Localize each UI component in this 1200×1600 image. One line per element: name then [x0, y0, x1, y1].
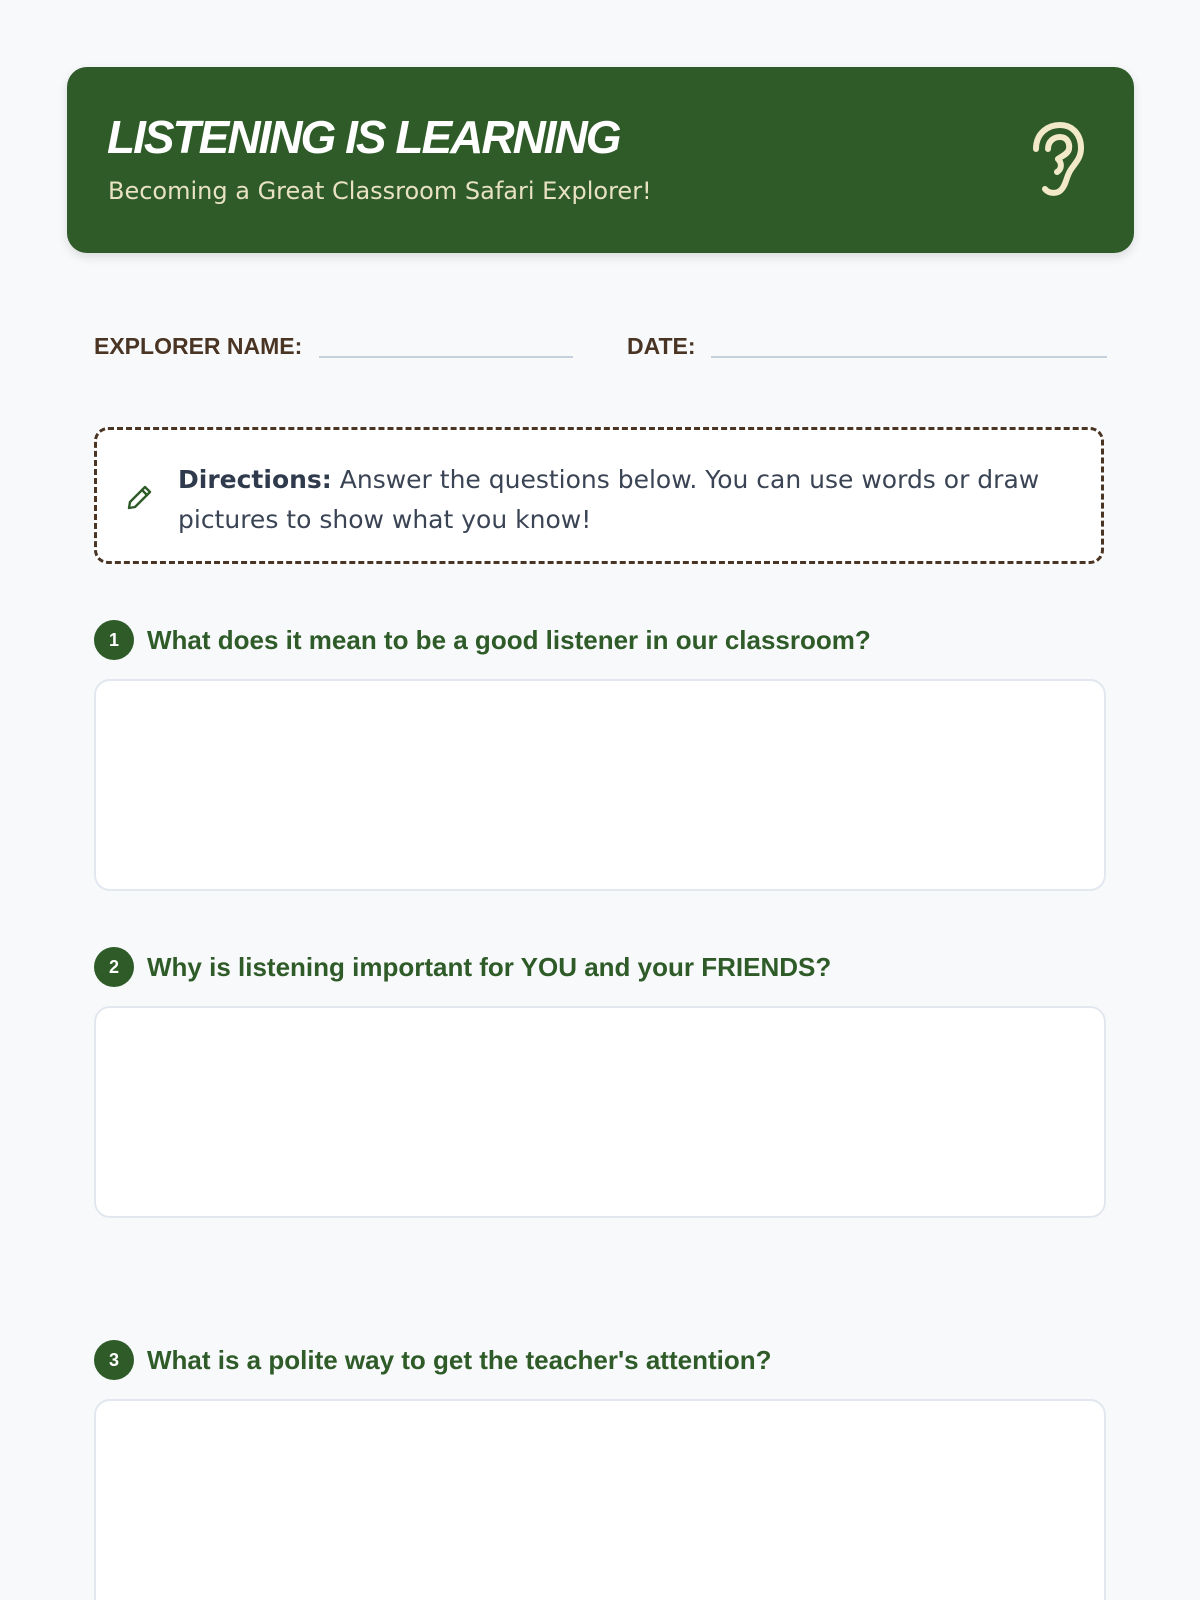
question-number-badge: 1 — [94, 620, 134, 660]
directions-body: Answer the questions below. You can use words or draw pictures to show what you know! — [178, 465, 1040, 534]
directions-box — [94, 427, 1104, 564]
pencil-icon — [125, 482, 155, 512]
date-field[interactable] — [711, 356, 1107, 358]
worksheet-subtitle: Becoming a Great Classroom Safari Explorer! — [108, 177, 652, 205]
question-number-badge: 2 — [94, 947, 134, 987]
explorer-name-field[interactable] — [319, 356, 573, 358]
student-info-fields — [94, 326, 1106, 366]
question-text: What does it mean to be a good listener in our classroom? — [147, 625, 871, 655]
question-number-badge: 3 — [94, 1340, 134, 1380]
question-text: What is a polite way to get the teacher's attention? — [147, 1345, 772, 1375]
worksheet-title: LISTENING IS LEARNING — [107, 111, 620, 163]
explorer-name-label: EXPLORER NAME: — [94, 333, 303, 359]
directions-text — [178, 460, 1068, 540]
question-text: Why is listening important for YOU and your FRIENDS? — [147, 952, 832, 982]
answer-box-2[interactable] — [94, 1006, 1106, 1218]
ear-icon — [1028, 121, 1084, 197]
directions-label: Directions: — [178, 465, 332, 494]
answer-box-3[interactable] — [94, 1399, 1106, 1600]
date-label: DATE: — [627, 333, 696, 359]
worksheet-header — [67, 67, 1134, 253]
answer-box-1[interactable] — [94, 679, 1106, 891]
